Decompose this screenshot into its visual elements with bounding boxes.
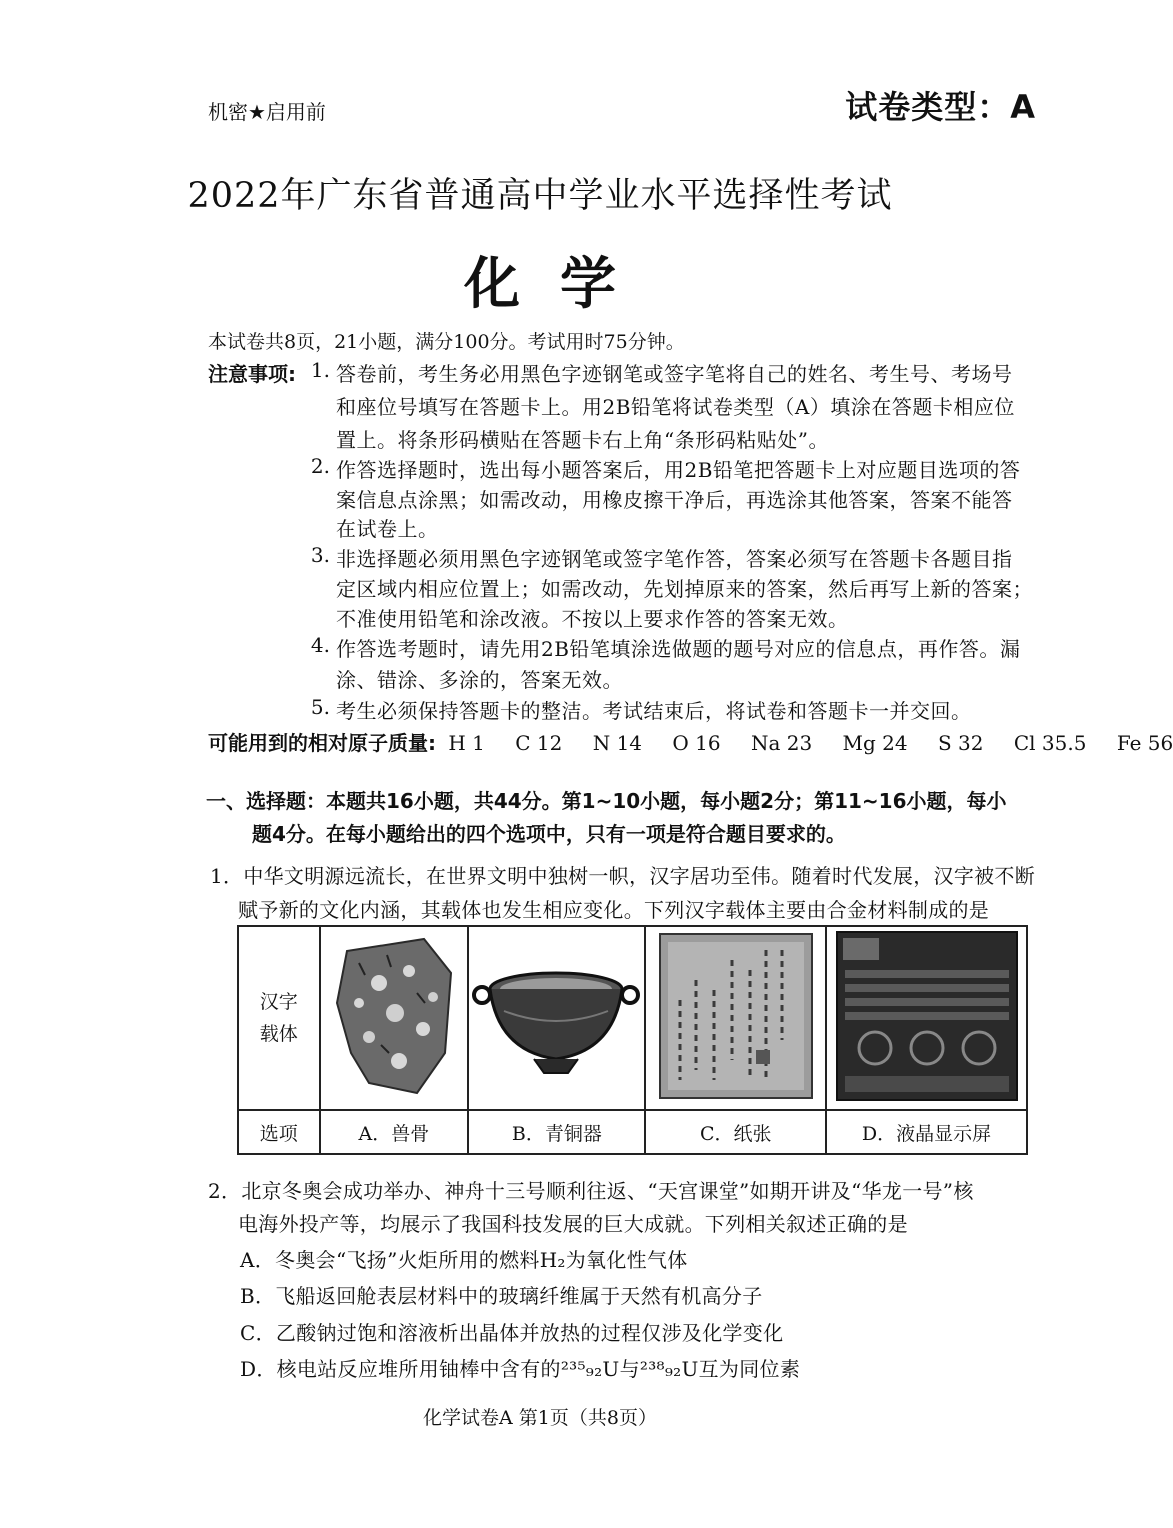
- page-footer: 化学试卷A 第1页（共8页）: [423, 1407, 657, 1429]
- notes-label: 注意事项:: [208, 362, 296, 386]
- row-header-option: 选项: [238, 1110, 320, 1154]
- question-2-option-a: A．冬奥会“飞扬”火炬所用的燃料H₂为氧化性气体: [240, 1248, 688, 1272]
- subject-title: 化学: [464, 252, 656, 317]
- row-header-line: 汉字: [259, 991, 298, 1013]
- carrier-table: [237, 925, 1028, 1155]
- bronze-vessel-image: [474, 951, 639, 1081]
- oracle-bone-image: [329, 933, 459, 1098]
- note-line: 考生必须保持答题卡的整洁。考试结束后，将试卷和答题卡一并交回。: [336, 699, 972, 723]
- atomic-mass-item: O 16: [672, 731, 721, 755]
- note-number: 5.: [310, 695, 330, 719]
- note-line: 作答选考题时，请先用2B铅笔填涂选做题的题号对应的信息点，再作答。漏: [336, 637, 1021, 661]
- question-2-stem: 2．北京冬奥会成功举办、神舟十三号顺利往返、“天宫课堂”如期开讲及“华龙一号”核: [208, 1179, 974, 1203]
- atomic-mass-item: Mg 24: [842, 731, 908, 755]
- confidential-mark: 机密★启用前: [208, 100, 326, 124]
- note-line: 案信息点涂黑；如需改动，用橡皮擦干净后，再选涂其他答案，答案不能答: [336, 488, 1013, 512]
- exam-title: 2022年广东省普通高中学业水平选择性考试: [187, 176, 893, 216]
- note-number: 4.: [310, 633, 330, 657]
- atomic-mass-item: C 12: [515, 731, 563, 755]
- atomic-mass-item: H 1: [448, 731, 485, 755]
- note-line: 答卷前，考生务必用黑色字迹钢笔或签字笔将自己的姓名、考生号、考场号: [336, 362, 1013, 386]
- row-header-line: 载体: [259, 1023, 298, 1045]
- note-line: 作答选择题时，选出每小题答案后，用2B铅笔把答题卡上对应题目选项的答: [336, 458, 1021, 482]
- exam-intro: 本试卷共8页，21小题，满分100分。考试用时75分钟。: [208, 331, 685, 353]
- question-1-stem: 1．中华文明源远流长，在世界文明中独树一帜，汉字居功至伟。随着时代发展，汉字被不断: [210, 864, 1036, 888]
- image-cell-bone: [320, 926, 469, 1110]
- note-line: 置上。将条形码横贴在答题卡右上角“条形码粘贴处”。: [336, 428, 829, 452]
- note-line: 定区域内相应位置上；如需改动，先划掉原来的答案，然后再写上新的答案；: [336, 577, 1033, 601]
- note-number: 1.: [310, 358, 330, 382]
- option-a-label: A．兽骨: [320, 1110, 469, 1154]
- atomic-masses-label: 可能用到的相对原子质量:: [208, 731, 436, 755]
- question-1-stem-cont: 赋予新的文化内涵，其载体也发生相应变化。下列汉字载体主要由合金材料制成的是: [238, 898, 990, 922]
- option-d-label: D．液晶显示屏: [826, 1110, 1027, 1154]
- atomic-mass-item: Cl 35.5: [1013, 731, 1087, 755]
- atomic-mass-item: Fe 56: [1116, 731, 1173, 755]
- question-2-option-d: D．核电站反应堆所用铀棒中含有的²³⁵₉₂U与²³⁸₉₂U互为同位素: [240, 1357, 801, 1381]
- image-cell-lcd: [826, 926, 1027, 1110]
- note-number: 2.: [310, 454, 330, 478]
- section-heading-cont: 题4分。在每小题给出的四个选项中，只有一项是符合题目要求的。: [252, 822, 846, 846]
- paper-scroll-image: [656, 930, 816, 1102]
- note-line: 和座位号填写在答题卡上。用2B铅笔将试卷类型（A）填涂在答题卡相应位: [336, 395, 1015, 419]
- section-heading: 一、选择题：本题共16小题，共44分。第1~10小题，每小题2分；第11~16小题，每小: [206, 789, 1007, 813]
- atomic-mass-item: S 32: [938, 731, 984, 755]
- question-2-option-b: B．飞船返回舱表层材料中的玻璃纤维属于天然有机高分子: [240, 1284, 763, 1308]
- option-c-label: C．纸张: [645, 1110, 826, 1154]
- atomic-mass-item: Na 23: [750, 731, 813, 755]
- row-header-carrier: [238, 926, 320, 1110]
- image-cell-bronze: [468, 926, 645, 1110]
- note-line: 在试卷上。: [336, 517, 439, 541]
- question-2-option-c: C．乙酸钠过饱和溶液析出晶体并放热的过程仅涉及化学变化: [240, 1321, 784, 1345]
- note-line: 不准使用铅笔和涂改液。不按以上要求作答的答案无效。: [336, 607, 849, 631]
- option-b-label: B．青铜器: [468, 1110, 645, 1154]
- note-line: 涂、错涂、多涂的，答案无效。: [336, 668, 623, 692]
- image-cell-paper: [645, 926, 826, 1110]
- question-2-stem-cont: 电海外投产等，均展示了我国科技发展的巨大成就。下列相关叙述正确的是: [238, 1212, 908, 1236]
- paper-type: 试卷类型：A: [845, 88, 1036, 126]
- note-number: 3.: [310, 543, 330, 567]
- note-line: 非选择题必须用黑色字迹钢笔或签字笔作答，答案必须写在答题卡各题目指: [336, 547, 1013, 571]
- lcd-screen-image: [835, 930, 1019, 1102]
- atomic-mass-item: N 14: [592, 731, 643, 755]
- atomic-masses: [208, 727, 1173, 756]
